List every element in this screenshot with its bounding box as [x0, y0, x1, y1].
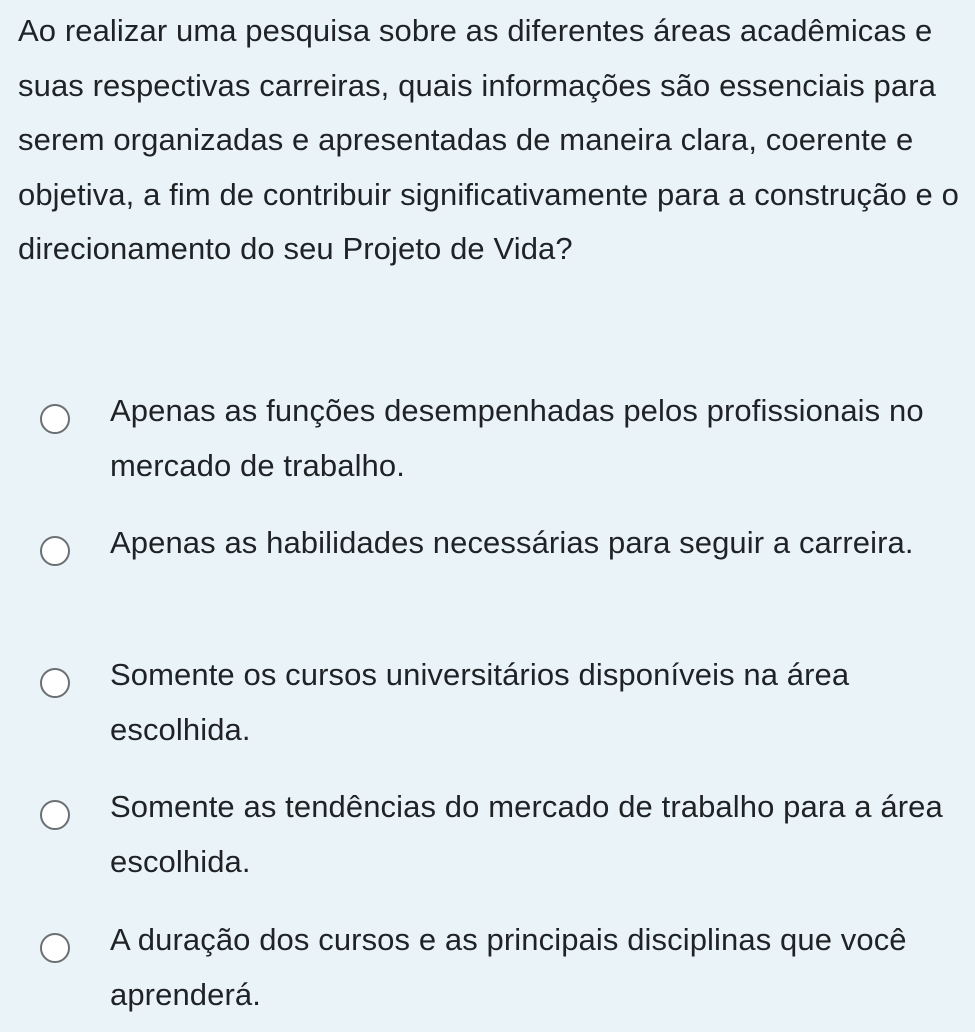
radio-button-icon[interactable] — [40, 668, 70, 698]
option-e[interactable] — [0, 909, 975, 1029]
option-b[interactable] — [0, 512, 975, 632]
option-label: Somente as tendências do mercado de trabalho para a área escolhida. — [110, 789, 943, 879]
option-label: Apenas as habilidades necessárias para seguir a carreira. — [110, 525, 914, 560]
option-label: A duração dos cursos e as principais disciplinas que você aprenderá. — [110, 922, 907, 1012]
option-d[interactable] — [0, 776, 975, 896]
radio-button-icon[interactable] — [40, 404, 70, 434]
option-a[interactable] — [0, 380, 975, 500]
option-label: Apenas as funções desempenhadas pelos profissionais no mercado de trabalho. — [110, 393, 924, 483]
question-text: Ao realizar uma pesquisa sobre as diferentes áreas acadêmicas e suas respectivas carreiras, quais informações são essenciais para serem organizadas e apresentadas de maneira clara, coerente e objetiva, a fim de contribuir significativamente para a construção e o direcionamento do seu Projeto de Vida? — [18, 13, 959, 266]
radio-button-icon[interactable] — [40, 536, 70, 566]
option-label: Somente os cursos universitários disponíveis na área escolhida. — [110, 657, 850, 747]
radio-button-icon[interactable] — [40, 800, 70, 830]
radio-button-icon[interactable] — [40, 933, 70, 963]
option-c[interactable] — [0, 644, 975, 764]
